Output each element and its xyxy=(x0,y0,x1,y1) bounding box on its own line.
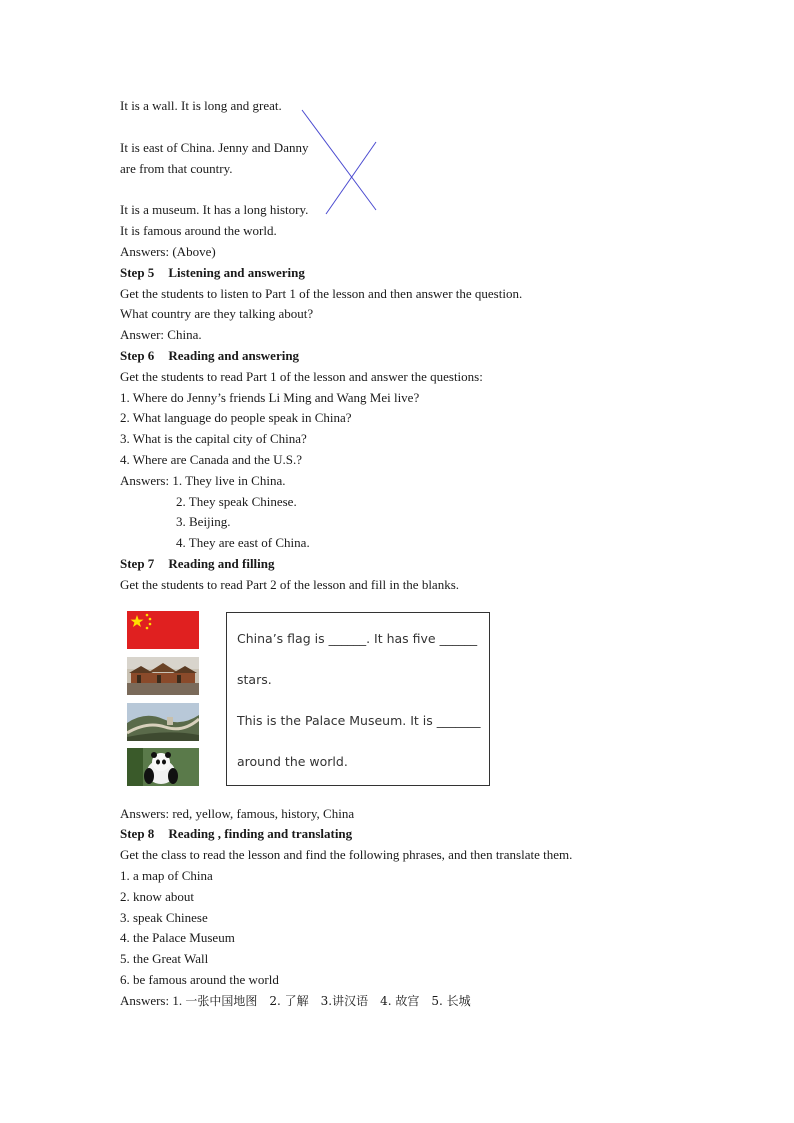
step8-instruction: Get the class to read the lesson and find the following phrases, and then translate them. xyxy=(120,847,573,862)
step6-question-1: 1. Where do Jenny’s friends Li Ming and Wang Mei live? xyxy=(120,390,420,405)
step6-answers-label: Answers: 1. They live in China. xyxy=(120,473,286,488)
step5-heading xyxy=(120,265,305,281)
step8-name: Reading , finding and translating xyxy=(168,826,353,841)
step8-answers xyxy=(120,993,471,1009)
step7-name: Reading and filling xyxy=(168,556,275,571)
fill-in-line-4: around the world. xyxy=(237,754,348,769)
step8-phrase-6: 6. be famous around the world xyxy=(120,972,279,987)
step6-label: Step 6 xyxy=(120,348,155,363)
step5-instruction: Get the students to listen to Part 1 of the lesson and then answer the question. xyxy=(120,286,523,301)
step7-label: Step 7 xyxy=(120,556,155,571)
fill-in-line-3: This is the Palace Museum. It is _______ xyxy=(237,713,481,728)
great-wall-image xyxy=(127,703,199,741)
step8-phrase-4: 4. the Palace Museum xyxy=(120,930,235,945)
step6-instruction: Get the students to read Part 1 of the lesson and answer the questions: xyxy=(120,369,483,384)
panda-image xyxy=(127,748,199,786)
match-item-country-line1: It is east of China. Jenny and Danny xyxy=(120,140,309,155)
step8-label: Step 8 xyxy=(120,826,155,841)
match-item-museum-line2: It is famous around the world. xyxy=(120,223,277,238)
step6-question-3: 3. What is the capital city of China? xyxy=(120,431,307,446)
fill-in-line-2: stars. xyxy=(237,672,272,687)
fill-in-line-1: China’s flag is ______. It has five ______ xyxy=(237,631,478,646)
step8-heading xyxy=(120,826,352,842)
step8-phrase-2: 2. know about xyxy=(120,889,195,904)
step5-label: Step 5 xyxy=(120,265,155,280)
fill-in-box xyxy=(226,612,490,786)
matching-cross-lines xyxy=(300,104,380,216)
step8-answers-chinese: 一张中国地图 2. 了解 3.讲汉语 4. 故宫 5. 长城 xyxy=(185,994,471,1008)
step5-name: Listening and answering xyxy=(168,265,305,280)
step7-instruction: Get the students to read Part 2 of the lesson and fill in the blanks. xyxy=(120,577,460,592)
step6-answer-3: 3. Beijing. xyxy=(176,514,231,529)
step6-heading xyxy=(120,348,299,364)
china-flag-image xyxy=(127,611,199,649)
step8-answers-label: Answers: 1. xyxy=(120,993,183,1008)
palace-museum-image xyxy=(127,657,199,695)
match-item-wall: It is a wall. It is long and great. xyxy=(120,98,282,113)
step7-heading xyxy=(120,556,275,572)
step6-answer-2: 2. They speak Chinese. xyxy=(176,494,297,509)
match-item-museum-line1: It is a museum. It has a long history. xyxy=(120,202,309,217)
step5-answer: Answer: China. xyxy=(120,327,202,342)
step8-phrase-1: 1. a map of China xyxy=(120,868,213,883)
match-answers: Answers: (Above) xyxy=(120,244,216,259)
match-item-country-line2: are from that country. xyxy=(120,161,233,176)
step8-phrase-3: 3. speak Chinese xyxy=(120,910,208,925)
step6-question-4: 4. Where are Canada and the U.S.? xyxy=(120,452,303,467)
step6-answer-4: 4. They are east of China. xyxy=(176,535,310,550)
step7-answers: Answers: red, yellow, famous, history, China xyxy=(120,806,355,821)
step6-question-2: 2. What language do people speak in China? xyxy=(120,410,352,425)
step8-phrase-5: 5. the Great Wall xyxy=(120,951,209,966)
step5-question: What country are they talking about? xyxy=(120,306,314,321)
step6-name: Reading and answering xyxy=(168,348,300,363)
